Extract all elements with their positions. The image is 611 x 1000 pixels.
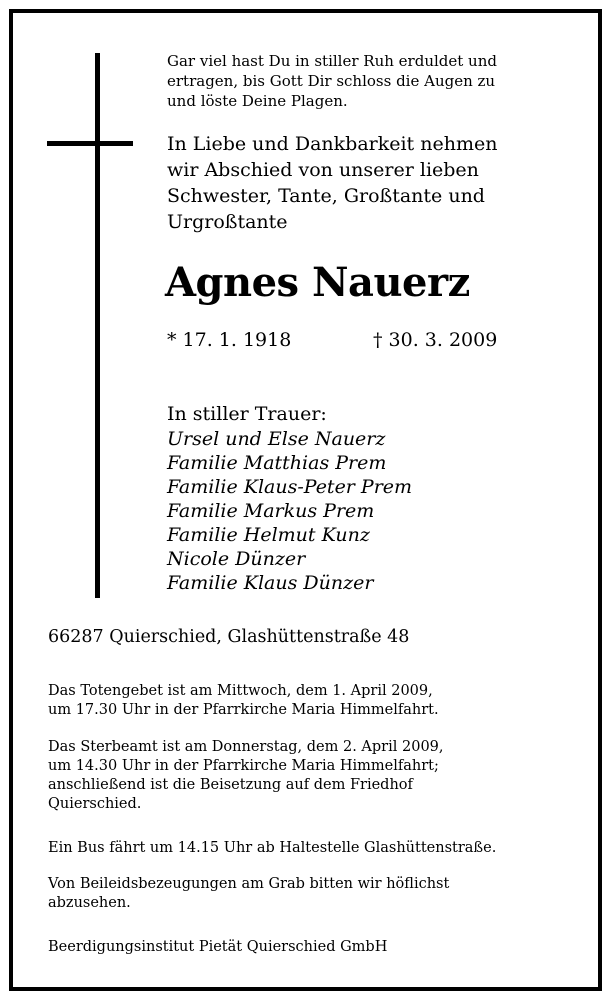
farewell-line: In Liebe und Dankbarkeit nehmen [167, 133, 498, 155]
condolences-notice [48, 875, 593, 913]
notice-line: um 17.30 Uhr in der Pfarrkirche Maria Himmelfahrt. [48, 702, 439, 718]
death-date: † 30. 3. 2009 [373, 329, 498, 351]
notice-line: abzusehen. [48, 895, 131, 911]
mourner-item: Nicole Dünzer [167, 548, 306, 570]
notice-line: Ein Bus fährt um 14.15 Uhr ab Haltestelle Glashüttenstraße. [48, 840, 497, 856]
birth-date: * 17. 1. 1918 [167, 329, 292, 351]
mourner-item: Familie Helmut Kunz [167, 524, 370, 546]
verse [167, 51, 587, 111]
bus-notice [48, 839, 593, 858]
notice-line: Quierschied. [48, 796, 142, 812]
deceased-name: Agnes Nauerz [165, 259, 470, 306]
notice-line: anschließend ist die Beisetzung auf dem Friedhof [48, 777, 413, 793]
prayer-notice [48, 682, 593, 720]
verse-line: und löste Deine Plagen. [167, 92, 348, 110]
mourner-item: Familie Klaus Dünzer [167, 572, 374, 594]
cross-icon-crossbar [47, 141, 133, 146]
family-address: 66287 Quierschied, Glashüttenstraße 48 [48, 627, 410, 647]
mourning-label: In stiller Trauer: [167, 403, 327, 425]
mourner-item: Ursel und Else Nauerz [167, 428, 386, 450]
cross-icon [95, 53, 100, 598]
verse-line: ertragen, bis Gott Dir schloss die Augen zu [167, 72, 496, 90]
obituary-frame [9, 9, 602, 991]
farewell-line: Urgroßtante [167, 211, 288, 233]
mourner-item: Familie Klaus-Peter Prem [167, 476, 413, 498]
notice-line: Beerdigungsinstitut Pietät Quierschied GmbH [48, 939, 388, 955]
mourners-list [167, 427, 412, 595]
verse-line: Gar viel hast Du in stiller Ruh erduldet und [167, 52, 497, 70]
mourner-item: Familie Matthias Prem [167, 452, 387, 474]
undertaker-name [48, 938, 593, 957]
requiem-notice [48, 738, 593, 814]
notice-line: Das Sterbeamt ist am Donnerstag, dem 2. April 2009, [48, 739, 444, 755]
notice-line: Das Totengebet ist am Mittwoch, dem 1. April 2009, [48, 683, 433, 699]
farewell-line: Schwester, Tante, Großtante und [167, 185, 485, 207]
mourner-item: Familie Markus Prem [167, 500, 375, 522]
notice-line: um 14.30 Uhr in der Pfarrkirche Maria Himmelfahrt; [48, 758, 439, 774]
farewell-line: wir Abschied von unserer lieben [167, 159, 479, 181]
notice-line: Von Beileidsbezeugungen am Grab bitten wir höflichst [48, 876, 450, 892]
farewell-text [167, 131, 587, 235]
